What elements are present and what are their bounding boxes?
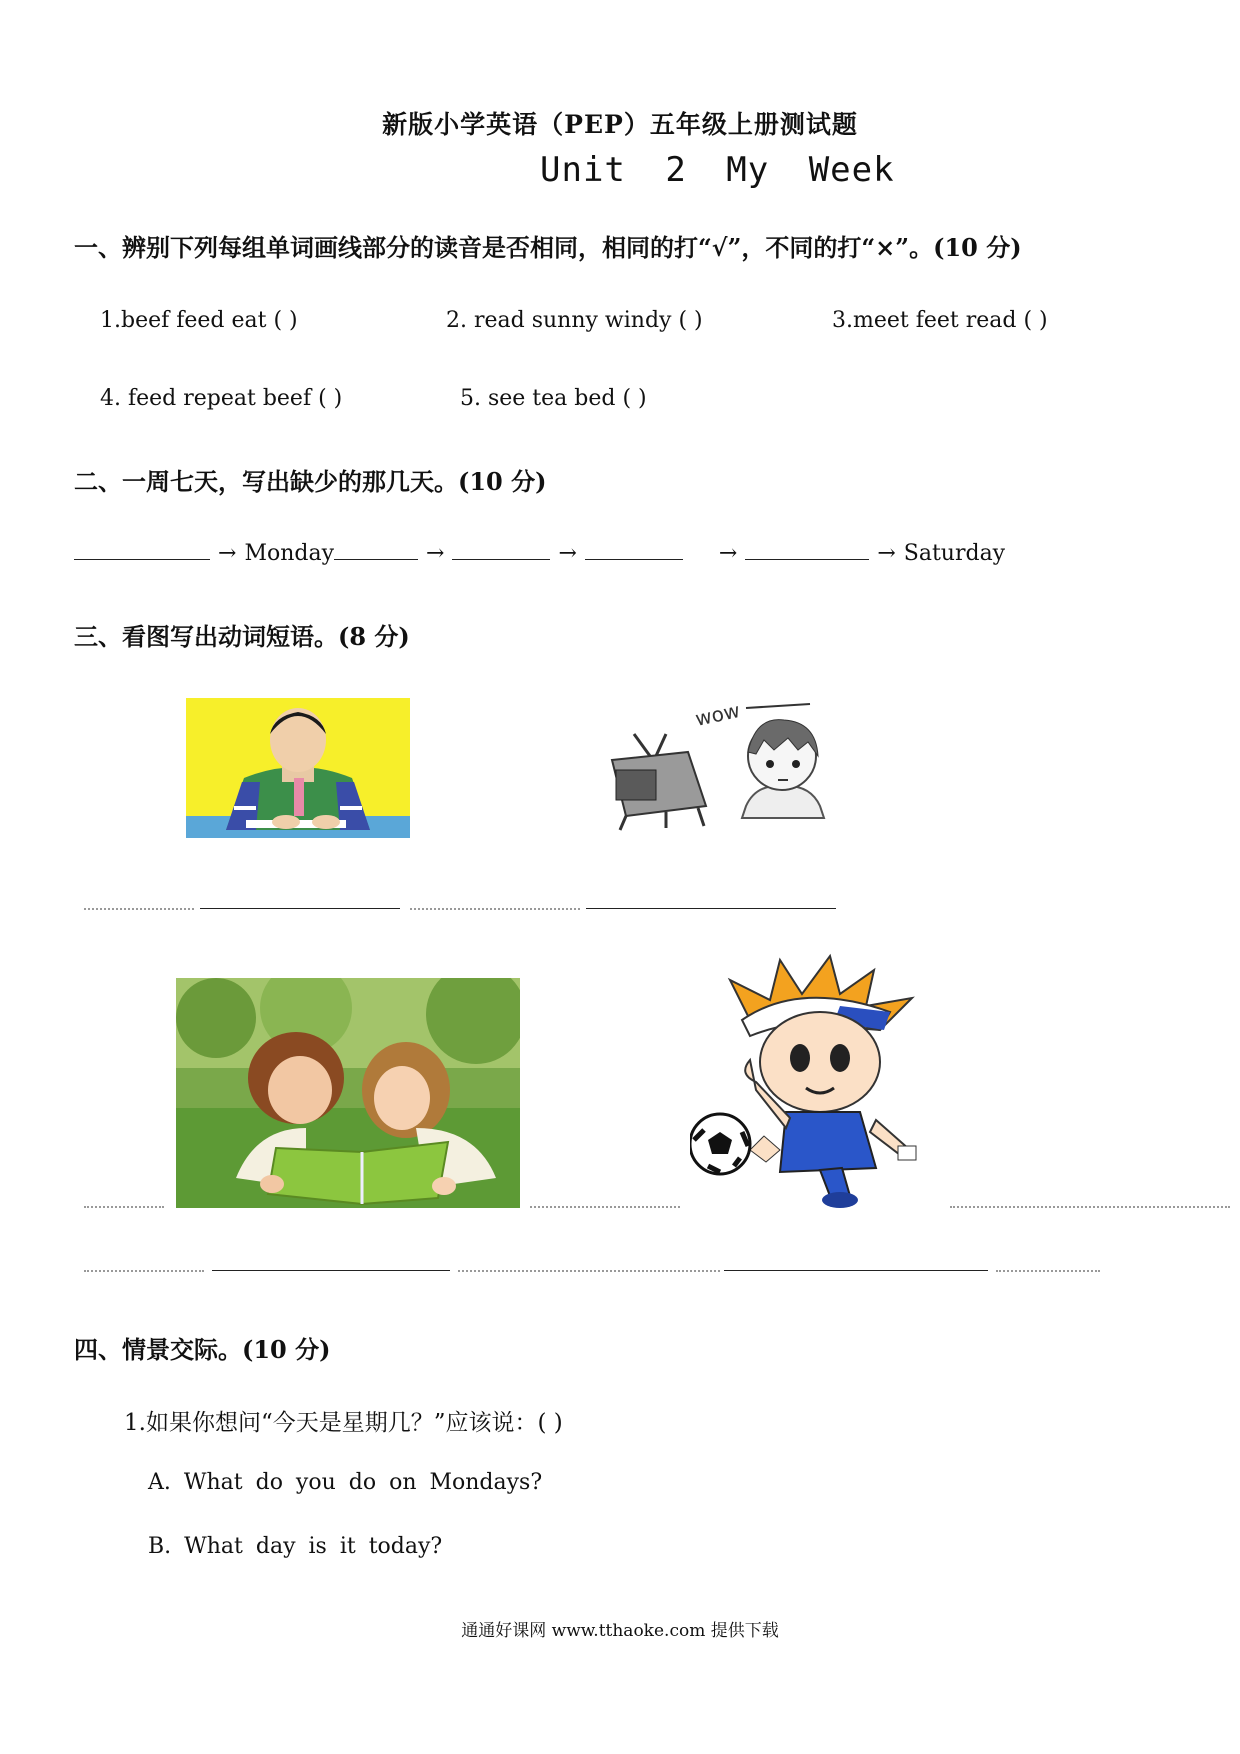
boy-homework-picture (186, 698, 410, 838)
dotted-line (458, 1270, 720, 1272)
day-monday: Monday (244, 541, 335, 566)
answer-line-2[interactable] (586, 908, 836, 909)
section3-heading (74, 617, 410, 652)
arrow-5: → (877, 541, 896, 566)
wow-text: wow (693, 698, 743, 731)
question-1-option-a: A. What do you do on Mondays? (148, 1470, 543, 1495)
answer-line-4[interactable] (724, 1270, 988, 1271)
answer-line-3[interactable] (212, 1270, 450, 1271)
dotted-line (84, 1270, 204, 1272)
dotted-line (530, 1206, 680, 1208)
question-1-stem: 1.如果你想问“今天是星期几？”应该说：( ) (124, 1410, 563, 1436)
section1-item-2: 2. read sunny windy ( ) (446, 308, 703, 333)
arrow-1: → (218, 541, 237, 566)
dotted-line (84, 1206, 164, 1208)
dotted-line (84, 908, 194, 910)
watching-tv-picture (606, 694, 850, 834)
section4-heading-text: 四、情景交际。(10 分) (74, 1335, 331, 1364)
footer-credit: 通通好课网 www.tthaoke.com 提供下载 (461, 1621, 779, 1641)
section1-item-4: 4. feed repeat beef ( ) (100, 386, 343, 411)
page-title-english: Unit 2 My Week (540, 150, 895, 190)
answer-blank-4[interactable] (585, 541, 683, 560)
page-title-chinese: 新版小学英语（PEP）五年级上册测试题 (382, 110, 858, 139)
answer-blank-3[interactable] (452, 541, 550, 560)
playing-football-picture (690, 950, 960, 1210)
day-saturday: Saturday (903, 541, 1006, 566)
section1-item-3: 3.meet feet read ( ) (832, 308, 1048, 333)
section1-heading-text: 一、辨别下列每组单词画线部分的读音是否相同，相同的打“√”，不同的打“×”。(10 分) (74, 233, 1022, 262)
dotted-line (410, 908, 580, 910)
answer-line-1[interactable] (200, 908, 400, 909)
dotted-line (950, 1206, 1230, 1208)
section2-heading (74, 462, 546, 497)
answer-blank-2[interactable] (334, 541, 418, 560)
section1-heading (74, 228, 1022, 263)
dotted-line (996, 1270, 1100, 1272)
section1-item-1: 1.beef feed eat ( ) (100, 308, 298, 333)
weekday-sequence (74, 541, 1005, 566)
section2-heading-text: 二、一周七天，写出缺少的那几天。(10 分) (74, 467, 547, 496)
answer-blank-1[interactable] (74, 541, 210, 560)
section3-heading-text: 三、看图写出动词短语。(8 分) (74, 622, 410, 651)
section1-item-5: 5. see tea bed ( ) (460, 386, 647, 411)
section4-heading (74, 1330, 330, 1365)
question-1-option-b: B. What day is it today? (148, 1534, 443, 1559)
answer-blank-5[interactable] (745, 541, 869, 560)
arrow-3: → (558, 541, 577, 566)
arrow-2: → (426, 541, 445, 566)
arrow-4: → (718, 541, 738, 566)
reading-book-picture (176, 978, 520, 1208)
